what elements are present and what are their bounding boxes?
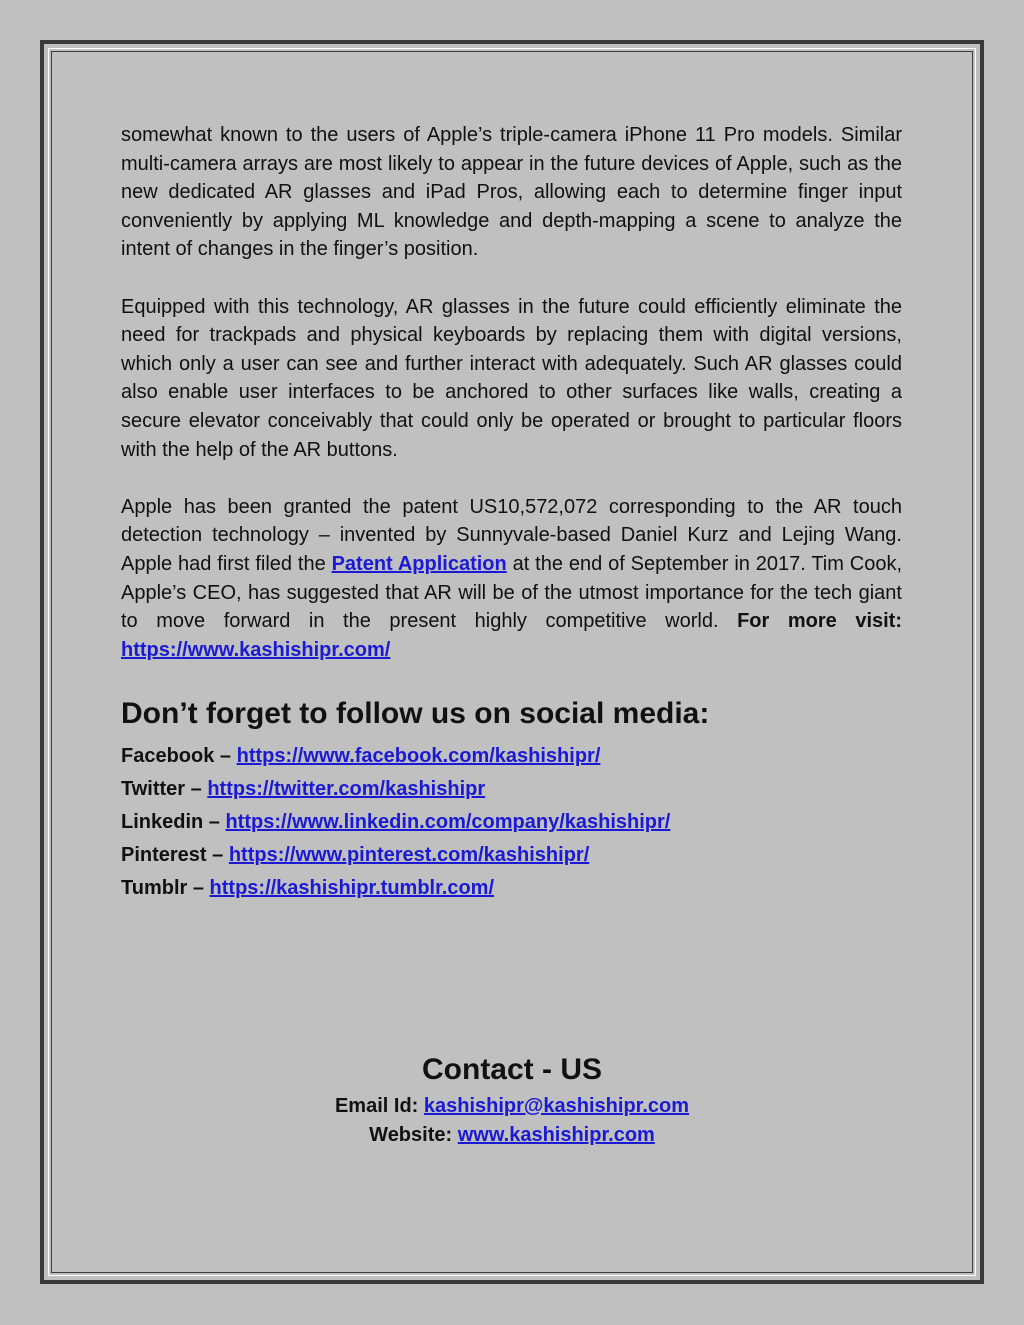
paragraph-2: Equipped with this technology, AR glasses in the future could efficiently eliminate the need for trackpads and physical keyboards by replacing them with digital versions, which only a user can see and further interact with adequately. Such AR glasses could also enable user interfaces to be anchored to other surfaces like walls, creating a secure elevator conceivably that could only be operated or brought to particular floors with the help of the AR buttons. (121, 295, 902, 461)
pinterest-link[interactable]: https://www.pinterest.com/kashishipr/ (228, 844, 590, 867)
social-label: Linkedin – (121, 811, 226, 834)
contact-section (0, 1050, 1024, 1150)
social-label: Twitter – (121, 778, 208, 801)
social-heading: Don’t forget to follow us on social media: (121, 697, 710, 731)
social-label: Tumblr – (121, 877, 210, 900)
website-label: Website: (369, 1124, 458, 1146)
social-item-facebook (121, 740, 902, 773)
paragraph-1: somewhat known to the users of Apple’s triple-camera iPhone 11 Pro models. Similar multi-camera arrays are most likely to appear in the future devices of Apple, such as the new dedicated AR glasses and iPad Pros, allowing each to determine finger input conveniently by applying ML knowledge and depth-mapping a scene to analyze the intent of changes in the finger’s position. (121, 124, 902, 261)
twitter-link[interactable]: https://twitter.com/kashishipr (207, 778, 486, 801)
facebook-link[interactable]: https://www.facebook.com/kashishipr/ (236, 745, 601, 768)
paragraph-3-text-a: Apple has been granted the patent US10,572,072 corresponding to the AR touch detection technology – invented by Sunnyvale-based Daniel Kurz and Lejing Wang. Apple had first filed the (121, 495, 902, 575)
contact-email-row (0, 1092, 1024, 1121)
email-label: Email Id: (334, 1095, 424, 1117)
tumblr-link[interactable]: https://kashishipr.tumblr.com/ (209, 877, 495, 900)
website-link[interactable]: https://www.kashishipr.com/ (121, 638, 391, 661)
paragraph-3 (121, 493, 902, 665)
social-label: Pinterest – (121, 844, 229, 867)
social-label: Facebook – (121, 745, 237, 768)
contact-website-link[interactable]: www.kashishipr.com (457, 1124, 655, 1146)
article-body (121, 121, 902, 905)
linkedin-link[interactable]: https://www.linkedin.com/company/kashishipr/ (225, 811, 671, 834)
social-item-pinterest (121, 839, 902, 872)
patent-application-link[interactable]: Patent Application (331, 552, 507, 575)
social-item-linkedin (121, 806, 902, 839)
social-item-tumblr (121, 872, 902, 905)
paragraph-3-text-b: at the end of September in 2017. Tim Cook, Apple’s CEO, has suggested that AR will be of the utmost importance for the tech giant to move forward in the present highly competitive world. (121, 552, 903, 633)
email-link[interactable]: kashishipr@kashishipr.com (423, 1095, 690, 1117)
contact-website-row (0, 1121, 1024, 1150)
social-item-twitter (121, 773, 902, 806)
more-visit-label: For more visit: (737, 610, 903, 633)
contact-title: Contact - US (422, 1053, 602, 1086)
